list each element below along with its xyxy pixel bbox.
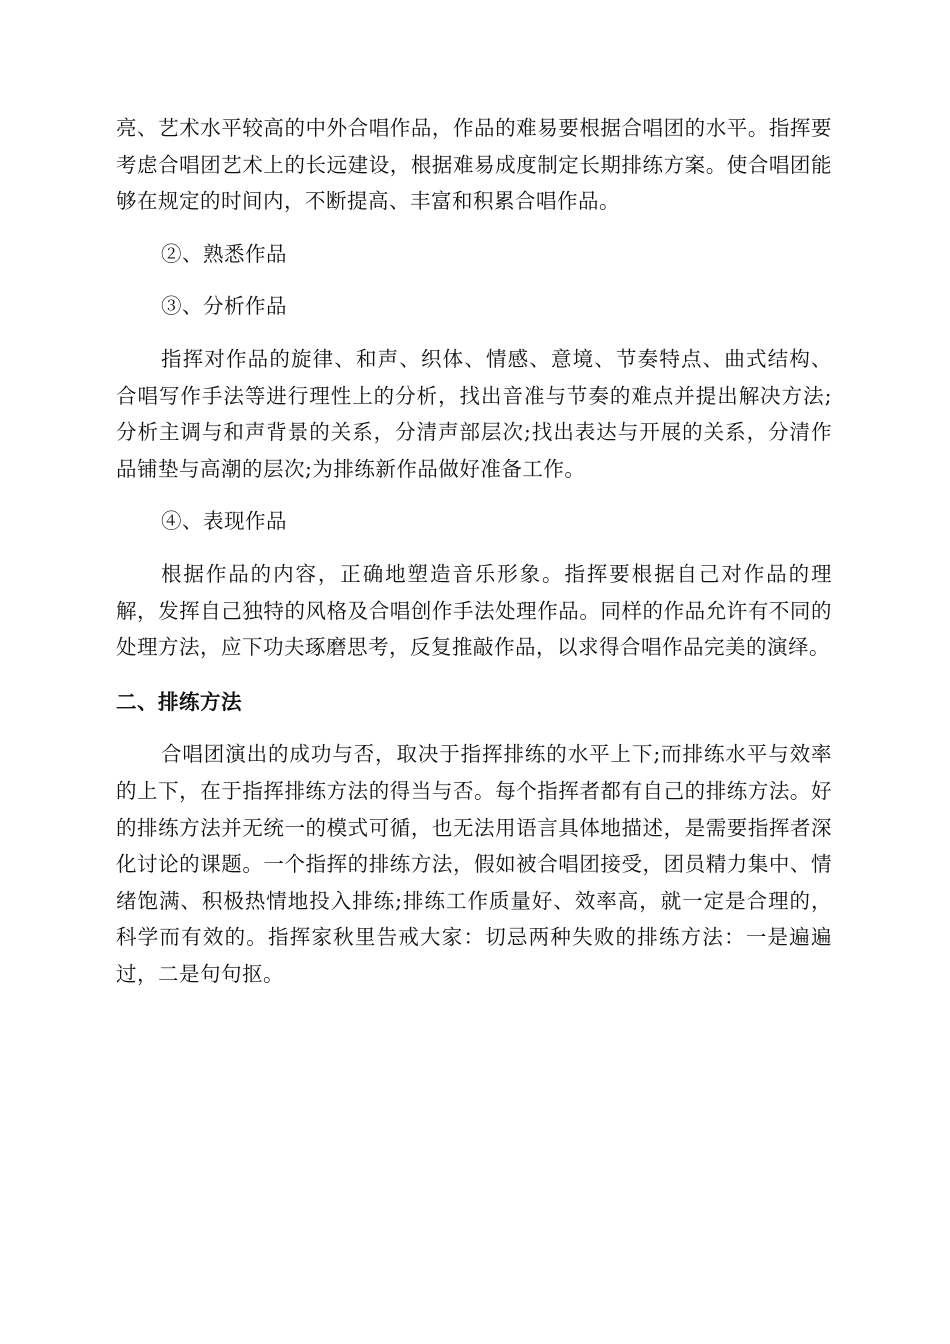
list-item-analyze-work: ③、分析作品 [161, 294, 287, 319]
paragraph-repertoire-selection: 亮、艺术水平较高的中外合唱作品，作品的难易要根据合唱团的水平。指挥要考虑合唱团艺术上的长远建设，根据难易成度制定长期排练方案。使合唱团能够在规定的时间内，不断提高、丰富和积累合唱作品。 [116, 116, 832, 214]
paragraph-rehearsal-methods: 合唱团演出的成功与否，取决于指挥排练的水平上下;而排练水平与效率的上下，在于指挥排练方法的得当与否。每个指挥者都有自己的排练方法。好的排练方法并无统一的模式可循，也无法用语言具体地描述，是需要指挥者深化讨论的课题。一个指挥的排练方法，假如被合唱团接受，团员精力集中、情绪饱满、积极热情地投入排练;排练工作质量好、效率高，就一定是合理的，科学而有效的。指挥家秋里告戒大家：切忌两种失败的排练方法：一是遍遍过，二是句句抠。 [116, 742, 832, 986]
list-item-express-work: ④、表现作品 [161, 509, 287, 534]
paragraph-work-analysis: 指挥对作品的旋律、和声、织体、情感、意境、节奏特点、曲式结构、合唱写作手法等进行理性上的分析，找出音准与节奏的难点并提出解决方法;分析主调与和声背景的关系，分清声部层次;找出表达与开展的关系，分清作品铺垫与高潮的层次;为排练新作品做好准备工作。 [116, 346, 832, 481]
section-heading-rehearsal-methods: 二、排练方法 [116, 689, 242, 714]
list-item-familiarize-work: ②、熟悉作品 [161, 241, 287, 266]
document-body [116, 110, 832, 992]
paragraph-work-expression: 根据作品的内容，正确地塑造音乐形象。指挥要根据自己对作品的理解，发挥自己独特的风格及合唱创作手法处理作品。同样的作品允许有不同的处理方法，应下功夫琢磨思考，反复推敲作品，以求得合唱作品完美的演绎。 [116, 561, 832, 660]
